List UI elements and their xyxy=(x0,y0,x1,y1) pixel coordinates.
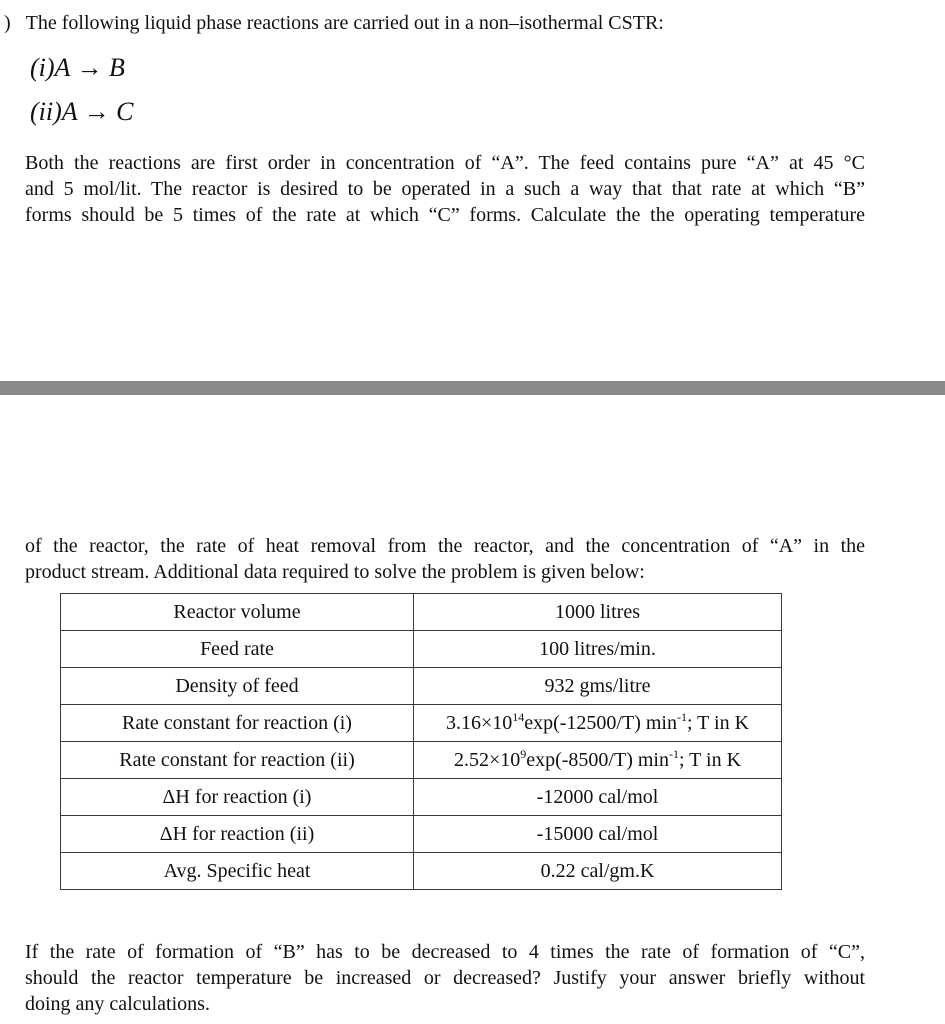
table-cell-property: ΔH for reaction (i) xyxy=(61,779,414,816)
table-cell-value: -12000 cal/mol xyxy=(414,779,782,816)
paragraph-line: forms should be 5 times of the rate at which “C” forms. Calculate the the operating temperature xyxy=(25,204,865,226)
table-cell-value: -15000 cal/mol xyxy=(414,816,782,853)
paragraph-line: should the reactor temperature be increased or decreased? Justify your answer briefly without xyxy=(25,967,865,989)
paragraph-line: If the rate of formation of “B” has to be decreased to 4 times the rate of formation of “C”, xyxy=(25,941,865,963)
paragraph-line: and 5 mol/lit. The reactor is desired to be operated in a such a way that that rate at which “B” xyxy=(25,178,865,200)
table-cell-value: 1000 litres xyxy=(414,594,782,631)
value-note: ; T in K xyxy=(678,748,742,771)
page-divider xyxy=(0,381,945,395)
table-row xyxy=(61,594,782,631)
value-coefficient: 3.16×10 xyxy=(445,711,513,734)
table-cell-value xyxy=(414,742,782,779)
value-note: ; T in K xyxy=(686,711,750,734)
problem-paragraph-2 xyxy=(25,533,865,585)
question-header xyxy=(4,12,664,35)
table-cell-property: ΔH for reaction (ii) xyxy=(61,816,414,853)
value-exponent: 14 xyxy=(512,709,525,724)
table-row xyxy=(61,705,782,742)
reaction-2 xyxy=(30,97,134,127)
table-row xyxy=(61,668,782,705)
table-row xyxy=(61,853,782,890)
paragraph-line: product stream. Additional data required to solve the problem is given below: xyxy=(25,561,645,583)
table-row xyxy=(61,631,782,668)
value-coefficient: 2.52×10 xyxy=(453,748,521,771)
reaction-1-label: (i) xyxy=(30,53,55,82)
reaction-2-label: (ii) xyxy=(30,97,62,126)
table-cell-property: Reactor volume xyxy=(61,594,414,631)
reaction-1 xyxy=(30,53,125,83)
table-cell-value xyxy=(414,705,782,742)
value-expression: exp(-8500/T) min xyxy=(526,748,669,771)
table-cell-property: Avg. Specific heat xyxy=(61,853,414,890)
question-bullet: ) xyxy=(4,12,11,34)
question-intro: The following liquid phase reactions are carried out in a non–isothermal CSTR: xyxy=(25,12,664,34)
table-cell-property: Rate constant for reaction (ii) xyxy=(61,742,414,779)
paragraph-line: doing any calculations. xyxy=(25,993,210,1015)
data-table xyxy=(60,593,782,890)
value-unit-exponent: -1 xyxy=(676,709,687,724)
paragraph-line: of the reactor, the rate of heat removal from the reactor, and the concentration of “A” in the xyxy=(25,535,865,557)
table-row xyxy=(61,779,782,816)
value-expression: exp(-12500/T) min xyxy=(524,711,677,734)
table-cell-property: Density of feed xyxy=(61,668,414,705)
table-row xyxy=(61,742,782,779)
table-cell-value: 0.22 cal/gm.K xyxy=(414,853,782,890)
paragraph-line: Both the reactions are first order in concentration of “A”. The feed contains pure “A” at 45 °C xyxy=(25,152,865,174)
reaction-2-text: A → C xyxy=(61,97,134,126)
problem-paragraph-3 xyxy=(25,939,865,1017)
value-unit-exponent: -1 xyxy=(668,746,679,761)
table-cell-property: Rate constant for reaction (i) xyxy=(61,705,414,742)
value-exponent: 9 xyxy=(520,746,527,761)
table-cell-value: 932 gms/litre xyxy=(414,668,782,705)
table-cell-property: Feed rate xyxy=(61,631,414,668)
reaction-1-text: A → B xyxy=(54,53,125,82)
table-cell-value: 100 litres/min. xyxy=(414,631,782,668)
table-row xyxy=(61,816,782,853)
problem-paragraph-1 xyxy=(25,150,865,228)
